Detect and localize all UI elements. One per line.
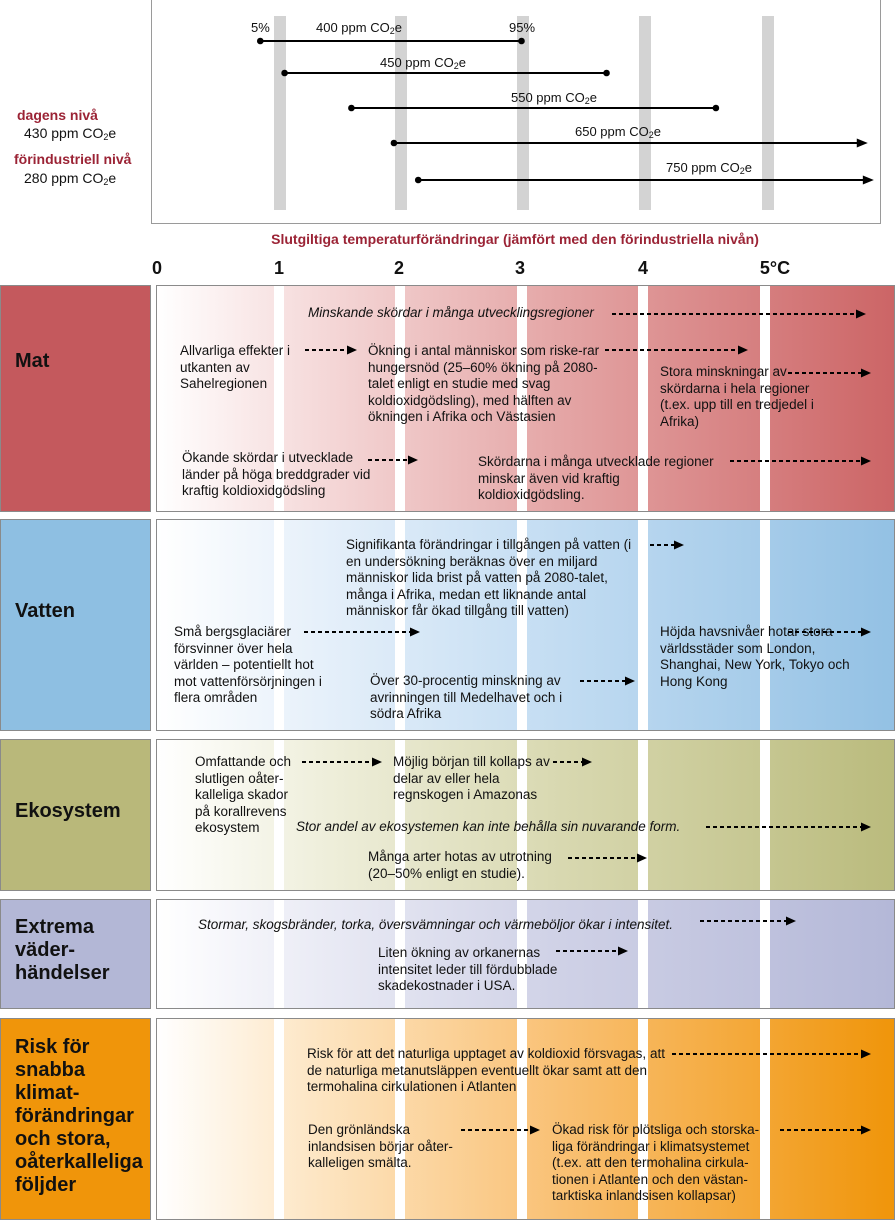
- dashed-arrow-4: [788, 369, 871, 378]
- dashed-arrow-8: [304, 628, 420, 637]
- forindustriell-niva-value: 280 ppm $CO_2e$: [24, 170, 117, 187]
- dashed-arrow-17: [672, 1050, 871, 1059]
- dashed-arrow-14: [568, 854, 647, 863]
- ppm-label-450: 450 ppm $CO_2e$: [380, 55, 466, 71]
- dashed-arrow-5: [368, 456, 418, 465]
- category-ekosystem-label: Ekosystem: [15, 800, 121, 822]
- dashed-arrow-7: [650, 541, 684, 550]
- axis-title: Slutgiltiga temperaturförändringar (jämfört med den förindustriella nivån): [271, 231, 759, 247]
- dashed-arrow-12: [553, 758, 592, 767]
- dagens-niva-value: 430 ppm $CO_2e$: [24, 125, 117, 142]
- ekosystem-text-3: Stor andel av ekosystemen kan inte behålla sin nuvarande form.: [296, 819, 681, 834]
- ekosystem-text-2: Möjlig början till kollaps av delar av eller hela regnskogen i Amazonas: [393, 754, 550, 802]
- dashed-arrow-2: [305, 346, 357, 355]
- mat-text-2: Allvarliga effekter i utkanten av Sahelregionen: [180, 343, 291, 391]
- forindustriell-niva-label: förindustriell nivå: [14, 151, 132, 167]
- vatten-text-2: Små bergsglaciärer försvinner över hela världen – potentiellt hot mot vattenförsörjningen i flera områden: [174, 624, 322, 705]
- percent-high-label: 95%: [509, 20, 536, 35]
- mat-text-3: Ökning i antal människor som riske-rar hungersnöd (25–60% ökning på 2080-talet enligt en studie med svag koldioxidgödsling), med hälften av ökningen i Afrika och Västasien: [368, 343, 600, 424]
- tick-5: 5°C: [759, 258, 791, 278]
- dashed-arrow-18: [461, 1126, 540, 1135]
- tick-2: 2: [393, 258, 405, 278]
- tick-4: 4: [637, 258, 649, 278]
- tick-1: 1: [273, 258, 285, 278]
- dashed-arrow-9: [788, 628, 871, 637]
- vatten-text-4: Över 30-procentig minskning av avrinningen till Medelhavet och i södra Afrika: [370, 673, 563, 721]
- extrema-text-1: Stormar, skogsbränder, torka, översvämningar och värmeböljor ökar i intensitet.: [198, 917, 673, 932]
- tick-0: 0: [151, 258, 163, 278]
- dagens-niva-label: dagens nivå: [17, 107, 98, 123]
- vatten-text-3: Höjda havsnivåer hotar stora världsstäder som London, Shanghai, New York, Tokyo och Hong Kong: [660, 624, 850, 689]
- ppm-label-400: 400 ppm $CO_2e$: [316, 20, 402, 36]
- dashed-arrow-15: [700, 917, 796, 926]
- ekosystem-text-4: Många arter hotas av utrotning (20–50% enligt en studie).: [368, 849, 552, 881]
- category-vatten-label: Vatten: [15, 600, 76, 622]
- category-extrema-label: Extrema väder-händelser: [15, 916, 110, 984]
- dashed-arrow-16: [556, 947, 628, 956]
- ppm-label-750: 750 ppm $CO_2e$: [666, 160, 752, 176]
- extrema-text-2: Liten ökning av orkanernas intensitet leder till fördubblade skadekostnader i USA.: [378, 945, 558, 993]
- dashed-arrow-6: [730, 457, 871, 466]
- mat-text-5: Ökande skördar i utvecklade länder på höga breddgrader vid kraftig koldioxidgödsling: [182, 450, 371, 498]
- ppm-label-650: 650 ppm $CO_2e$: [575, 124, 661, 140]
- dashed-arrow-19: [780, 1126, 871, 1135]
- dashed-arrow-10: [580, 677, 635, 686]
- risk-text-1: Risk för att det naturliga upptaget av koldioxid försvagas, att de naturliga metanutsläppen eventuellt ökar samt att den termohalina cirkulationen i Atlanten: [307, 1046, 665, 1094]
- dashed-arrow-13: [706, 823, 871, 832]
- dashed-arrow-11: [302, 758, 382, 767]
- mat-text-1: Minskande skördar i många utvecklingsregioner: [308, 305, 594, 320]
- mat-text-6: Skördarna i många utvecklade regioner minskar även vid kraftig koldioxidgödsling.: [478, 454, 714, 502]
- ekosystem-text-1: Omfattande och slutligen oåter-kalleliga skador på korallrevens ekosystem: [195, 754, 292, 835]
- vatten-text-1: Signifikanta förändringar i tillgången på vatten (i en undersökning beräknas över en miljard människor lida brist på vatten på 2080-talet, många i Afrika, medan ett liknande antal människor får ökad tillgång till vatten): [346, 537, 632, 618]
- category-mat-label: Mat: [15, 350, 50, 372]
- mat-text-4: Stora minskningar av skördarna i hela regioner (t.ex. upp till en tredjedel i Afrika): [660, 364, 814, 429]
- ppm-label-550: 550 ppm $CO_2e$: [511, 90, 597, 106]
- percent-low-label: 5%: [251, 20, 270, 35]
- risk-text-3: Ökad risk för plötsliga och storska-liga förändringar i klimatsystemet (t.ex. att den termohalina cirkula-tionen i Atlanten och den västan-tarktiska inlandsisen kollapsar): [552, 1122, 760, 1203]
- tick-3: 3: [514, 258, 526, 278]
- category-risk-label: Risk för snabba klimat-förändringar och stora, oåterkalleliga följder: [15, 1036, 143, 1196]
- risk-text-2: Den grönländska inlandsisen börjar oåter-kalleligen smälta.: [308, 1122, 453, 1170]
- dashed-arrow-1: [612, 310, 866, 319]
- dashed-arrow-3: [605, 346, 748, 355]
